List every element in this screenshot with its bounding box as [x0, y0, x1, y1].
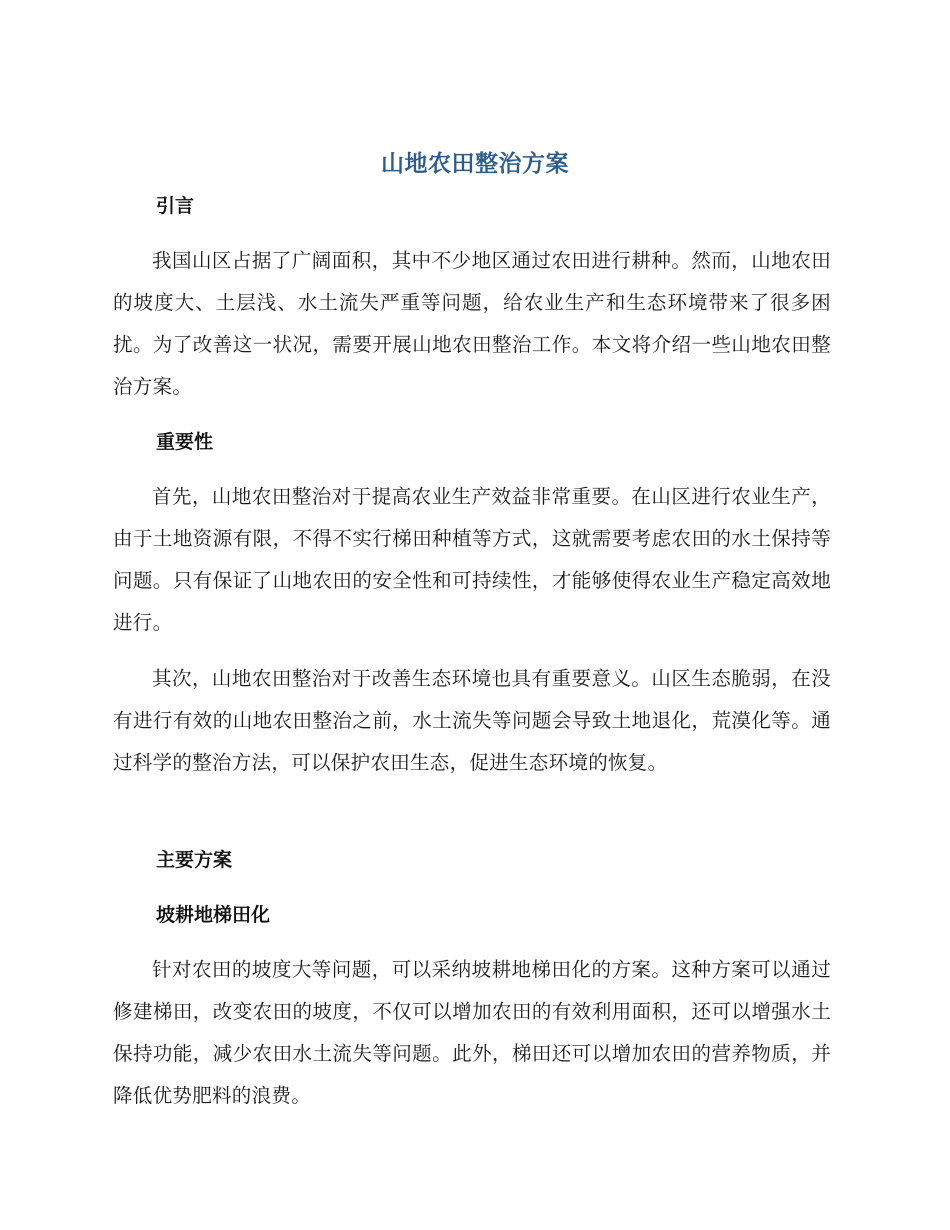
paragraph-importance-1: 首先，山地农田整治对于提高农业生产效益非常重要。在山区进行农业生产，由于土地资源有限，不得不实行梯田种植等方式，这就需要考虑农田的水土保持等问题。只有保证了山地农田的安全性和可持续性，才能够使得农业生产稳定高效地进行。	[113, 485, 831, 634]
document-title: 山地农田整治方案	[381, 151, 569, 177]
heading-terrace: 坡耕地梯田化	[156, 904, 271, 926]
paragraph-terrace: 针对农田的坡度大等问题，可以采纳坡耕地梯田化的方案。这种方案可以通过修建梯田，改变农田的坡度，不仅可以增加农田的有效利用面积，还可以增强水土保持功能，减少农田水土流失等问题。此外，梯田还可以增加农田的营养物质，并降低优势肥料的浪费。	[113, 958, 831, 1107]
paragraph-intro: 我国山区占据了广阔面积，其中不少地区通过农田进行耕种。然而，山地农田的坡度大、土层浅、水土流失严重等问题，给农业生产和生态环境带来了很多困扰。为了改善这一状况，需要开展山地农田整治工作。本文将介绍一些山地农田整治方案。	[113, 249, 831, 398]
heading-importance: 重要性	[156, 431, 214, 453]
paragraph-importance-2: 其次，山地农田整治对于改善生态环境也具有重要意义。山区生态脆弱，在没有进行有效的山地农田整治之前，水土流失等问题会导致土地退化，荒漠化等。通过科学的整治方法，可以保护农田生态，促进生态环境的恢复。	[113, 667, 831, 774]
heading-intro: 引言	[156, 195, 195, 217]
heading-main-plans: 主要方案	[156, 849, 233, 871]
